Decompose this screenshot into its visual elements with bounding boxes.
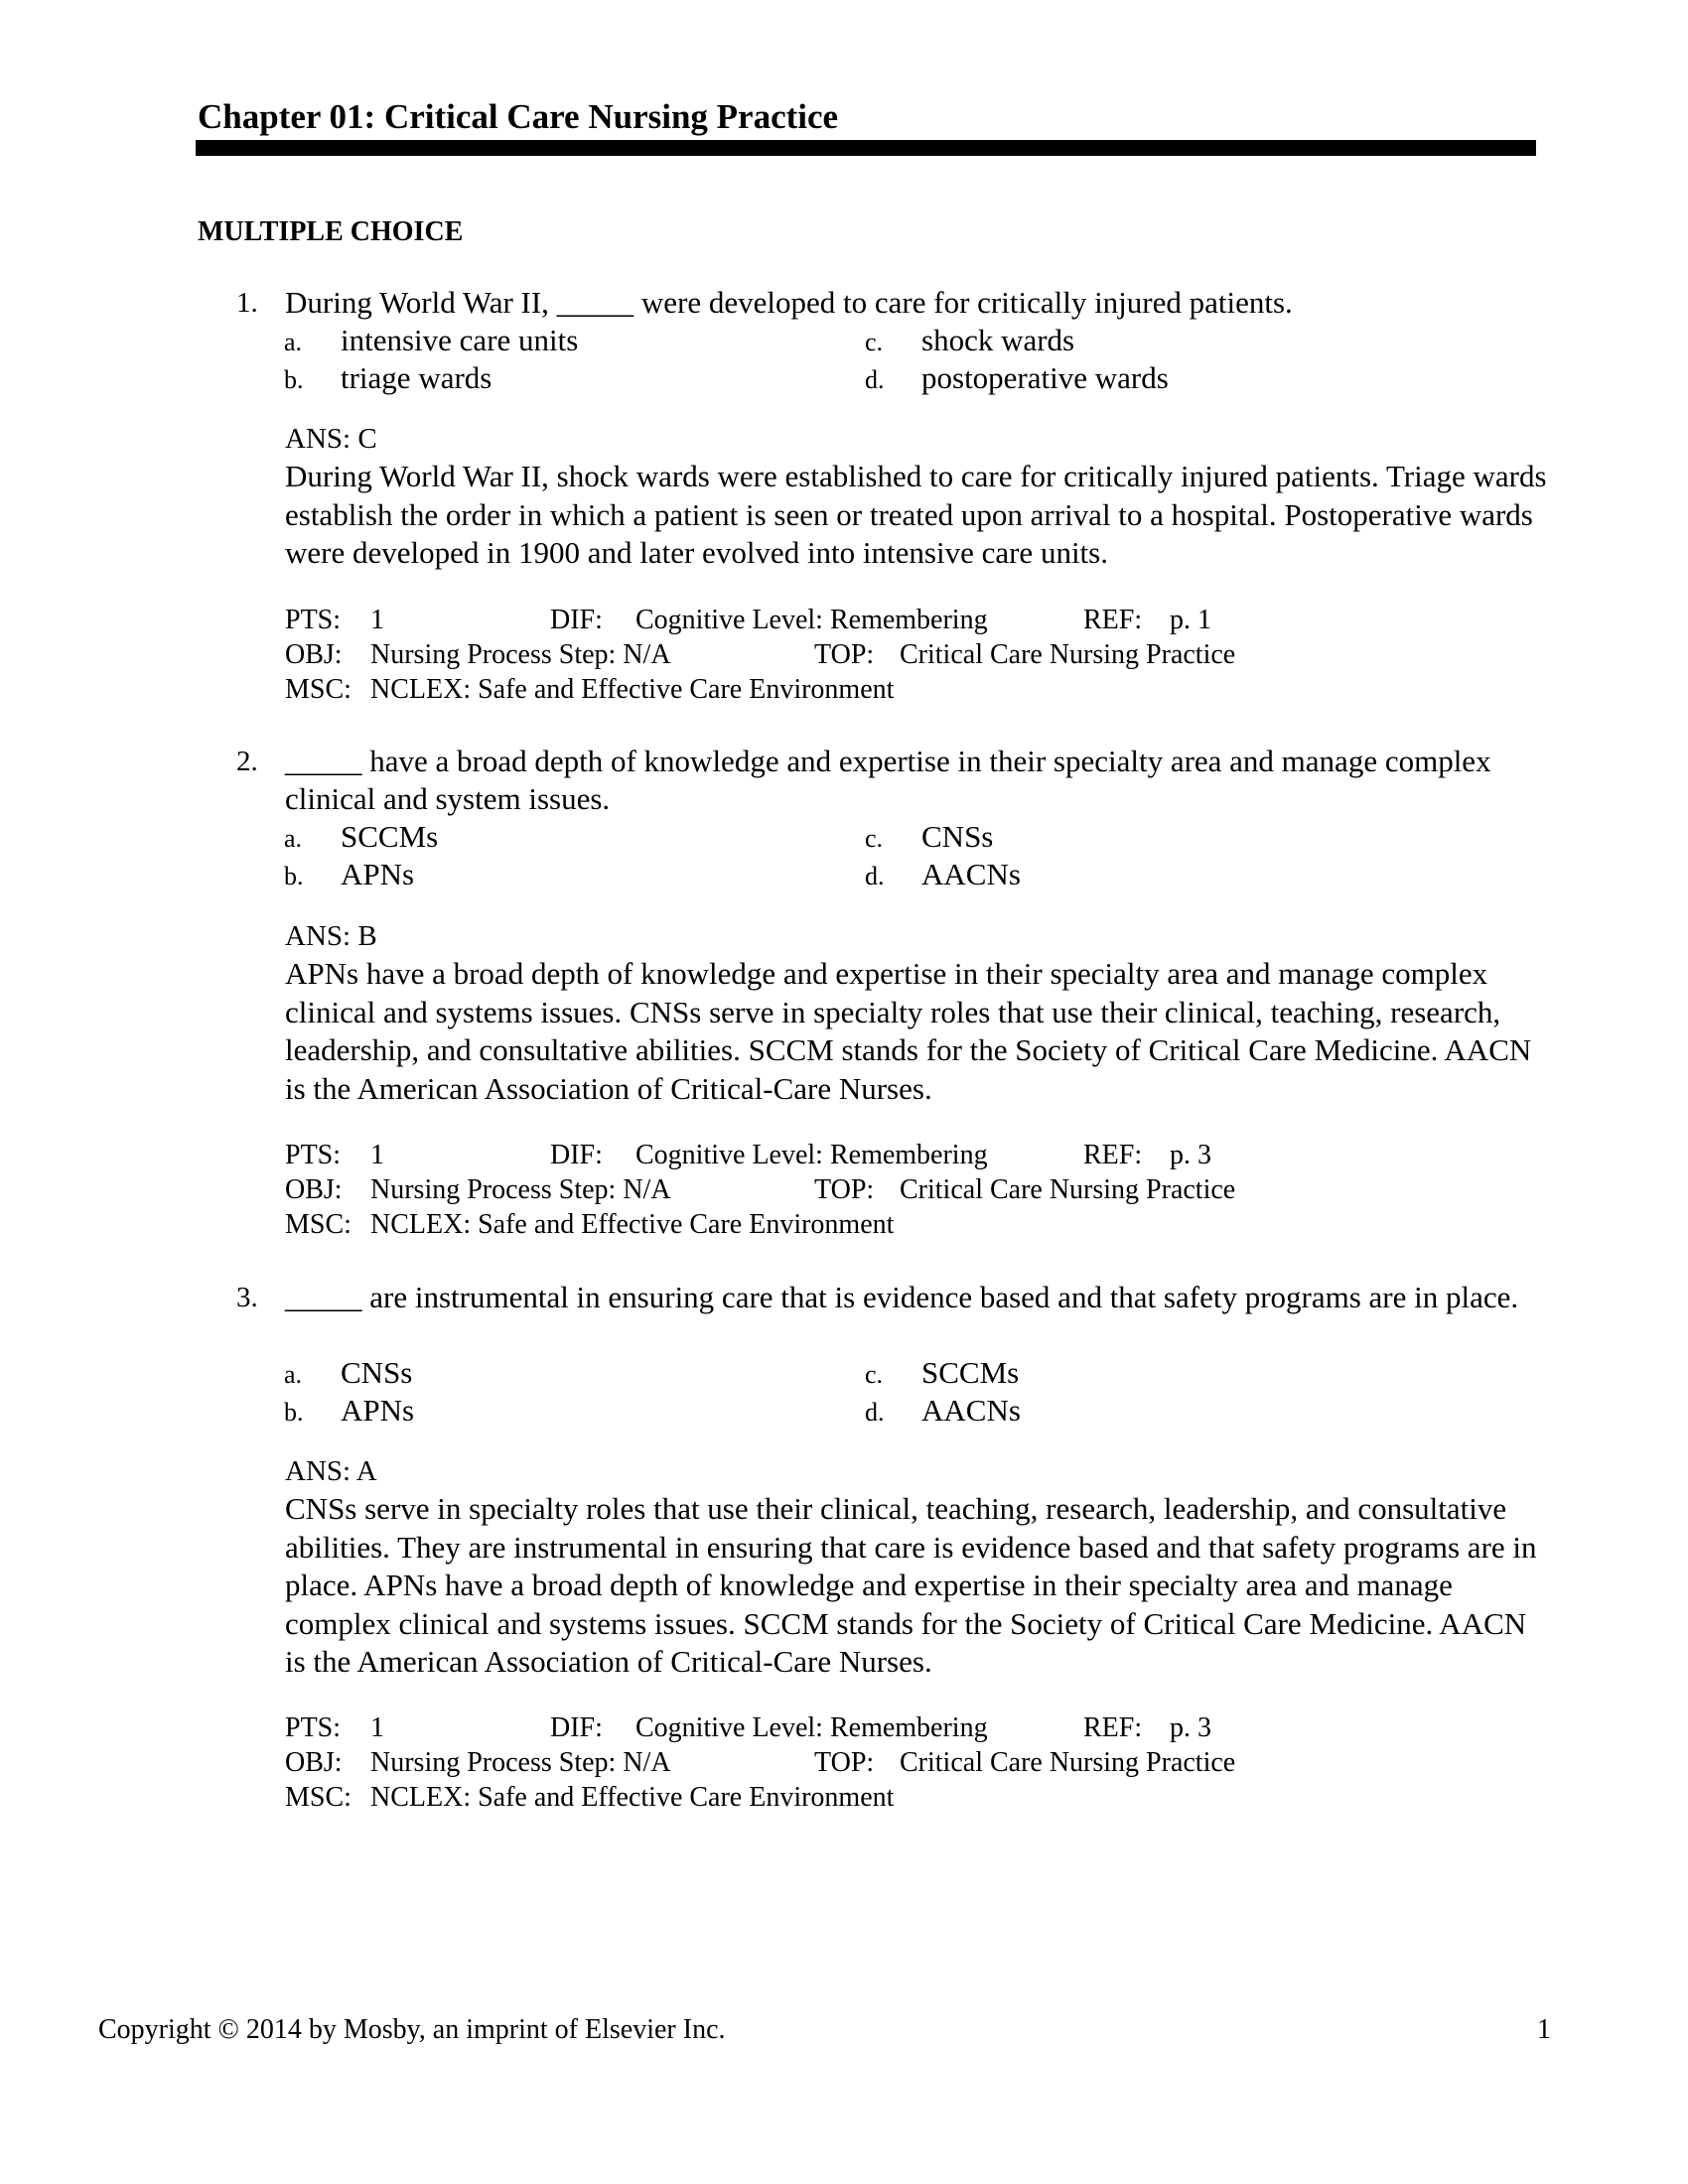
ref-value: p. 1 bbox=[1170, 605, 1211, 635]
option-letter: c. bbox=[865, 328, 884, 356]
option-letter: d. bbox=[865, 862, 885, 890]
obj-value: Nursing Process Step: N/A bbox=[370, 1174, 671, 1205]
chapter-title: Chapter 01: Critical Care Nursing Practice bbox=[198, 97, 839, 136]
title-rule bbox=[196, 140, 1536, 156]
pts-label: PTS: bbox=[285, 1140, 342, 1170]
ref-label: REF: bbox=[1083, 1140, 1143, 1170]
dif-value: Cognitive Level: Remembering bbox=[635, 605, 988, 635]
question-2 bbox=[0, 743, 1688, 1239]
option-text: CNSs bbox=[921, 819, 994, 854]
option-letter: c. bbox=[865, 824, 884, 853]
pts-value: 1 bbox=[370, 605, 384, 635]
option-text: AACNs bbox=[921, 1393, 1021, 1428]
msc-value: NCLEX: Safe and Effective Care Environment bbox=[370, 1209, 895, 1240]
top-value: Critical Care Nursing Practice bbox=[900, 1174, 1236, 1205]
ref-value: p. 3 bbox=[1170, 1712, 1211, 1743]
option-letter: c. bbox=[865, 1360, 884, 1389]
option-text: APNs bbox=[341, 857, 415, 891]
obj-value: Nursing Process Step: N/A bbox=[370, 1747, 671, 1778]
pts-value: 1 bbox=[370, 1712, 384, 1743]
ref-label: REF: bbox=[1083, 1712, 1143, 1743]
question-number: 3. bbox=[236, 1282, 258, 1313]
top-label: TOP: bbox=[814, 639, 875, 670]
question-stem: During World War II, _____ were developed to care for critically injured patients. bbox=[285, 285, 1293, 320]
pts-label: PTS: bbox=[285, 605, 342, 635]
obj-value: Nursing Process Step: N/A bbox=[370, 639, 671, 670]
top-label: TOP: bbox=[814, 1174, 875, 1205]
option-letter: d. bbox=[865, 365, 885, 394]
msc-value: NCLEX: Safe and Effective Care Environment bbox=[370, 674, 895, 705]
option-letter: b. bbox=[284, 862, 304, 890]
question-3 bbox=[0, 1279, 1688, 1815]
option-letter: a. bbox=[284, 824, 303, 853]
meta-row-pts bbox=[285, 1710, 1278, 1745]
option-text: postoperative wards bbox=[921, 360, 1169, 395]
msc-label: MSC: bbox=[285, 1782, 352, 1813]
question-stem: _____ have a broad depth of knowledge and expertise in their specialty area and manage complex clinical and system issues. bbox=[285, 744, 1491, 816]
meta-row-obj bbox=[285, 637, 1278, 672]
option-text: triage wards bbox=[341, 360, 492, 395]
rationale: APNs have a broad depth of knowledge and expertise in their specialty area and manage complex clinical and systems issues. CNSs serve in specialty roles that use their clinical, teaching, research, leadership, and consultative abilities. SCCM stands for the Society of Critical Care Medicine. AACN is the American Association of Critical-Care Nurses. bbox=[285, 956, 1532, 1106]
answer-key: ANS: B bbox=[285, 920, 377, 952]
question-1 bbox=[0, 284, 1688, 705]
dif-label: DIF: bbox=[550, 605, 603, 635]
question-number: 1. bbox=[236, 287, 258, 319]
option-text: SCCMs bbox=[341, 819, 439, 854]
ref-label: REF: bbox=[1083, 605, 1143, 635]
option-text: CNSs bbox=[341, 1355, 413, 1390]
option-text: AACNs bbox=[921, 857, 1021, 891]
meta-row-msc bbox=[285, 1207, 1278, 1242]
msc-label: MSC: bbox=[285, 674, 352, 705]
page-number: 1 bbox=[1537, 2014, 1551, 2045]
ref-value: p. 3 bbox=[1170, 1140, 1211, 1170]
option-text: shock wards bbox=[921, 323, 1075, 357]
meta-row-obj bbox=[285, 1172, 1278, 1207]
meta-row-obj bbox=[285, 1745, 1278, 1780]
option-text: APNs bbox=[341, 1393, 415, 1428]
dif-label: DIF: bbox=[550, 1140, 603, 1170]
option-letter: a. bbox=[284, 1360, 303, 1389]
answer-key: ANS: A bbox=[285, 1455, 377, 1487]
obj-label: OBJ: bbox=[285, 1747, 343, 1778]
top-label: TOP: bbox=[814, 1747, 875, 1778]
question-stem: _____ are instrumental in ensuring care that is evidence based and that safety programs are in place. bbox=[285, 1280, 1519, 1314]
footer-copyright: Copyright © 2014 by Mosby, an imprint of Elsevier Inc. bbox=[98, 2014, 726, 2045]
meta-row-pts bbox=[285, 603, 1278, 637]
obj-label: OBJ: bbox=[285, 639, 343, 670]
top-value: Critical Care Nursing Practice bbox=[900, 1747, 1236, 1778]
rationale: CNSs serve in specialty roles that use their clinical, teaching, research, leadership, and consultative abilities. They are instrumental in ensuring that care is evidence based and that safety programs are in place. APNs have a broad depth of knowledge and expertise in their specialty area and manage complex clinical and systems issues. SCCM stands for the Society of Critical Care Medicine. AACN is the American Association of Critical-Care Nurses. bbox=[285, 1491, 1537, 1679]
pts-value: 1 bbox=[370, 1140, 384, 1170]
meta-row-msc bbox=[285, 672, 1278, 707]
option-letter: a. bbox=[284, 328, 303, 356]
section-heading: MULTIPLE CHOICE bbox=[198, 216, 464, 247]
top-value: Critical Care Nursing Practice bbox=[900, 639, 1236, 670]
dif-value: Cognitive Level: Remembering bbox=[635, 1140, 988, 1170]
meta-row-pts bbox=[285, 1138, 1278, 1172]
obj-label: OBJ: bbox=[285, 1174, 343, 1205]
msc-label: MSC: bbox=[285, 1209, 352, 1240]
rationale: During World War II, shock wards were established to care for critically injured patients. Triage wards establish the order in which a patient is seen or treated upon arrival to a hospital. Postoperative wards were developed in 1900 and later evolved into intensive care units. bbox=[285, 459, 1547, 570]
msc-value: NCLEX: Safe and Effective Care Environment bbox=[370, 1782, 895, 1813]
answer-key: ANS: C bbox=[285, 423, 377, 455]
option-letter: d. bbox=[865, 1398, 885, 1427]
dif-label: DIF: bbox=[550, 1712, 603, 1743]
pts-label: PTS: bbox=[285, 1712, 342, 1743]
dif-value: Cognitive Level: Remembering bbox=[635, 1712, 988, 1743]
question-number: 2. bbox=[236, 746, 258, 777]
option-letter: b. bbox=[284, 1398, 304, 1427]
option-text: SCCMs bbox=[921, 1355, 1020, 1390]
option-text: intensive care units bbox=[341, 323, 579, 357]
option-letter: b. bbox=[284, 365, 304, 394]
meta-row-msc bbox=[285, 1780, 1278, 1815]
